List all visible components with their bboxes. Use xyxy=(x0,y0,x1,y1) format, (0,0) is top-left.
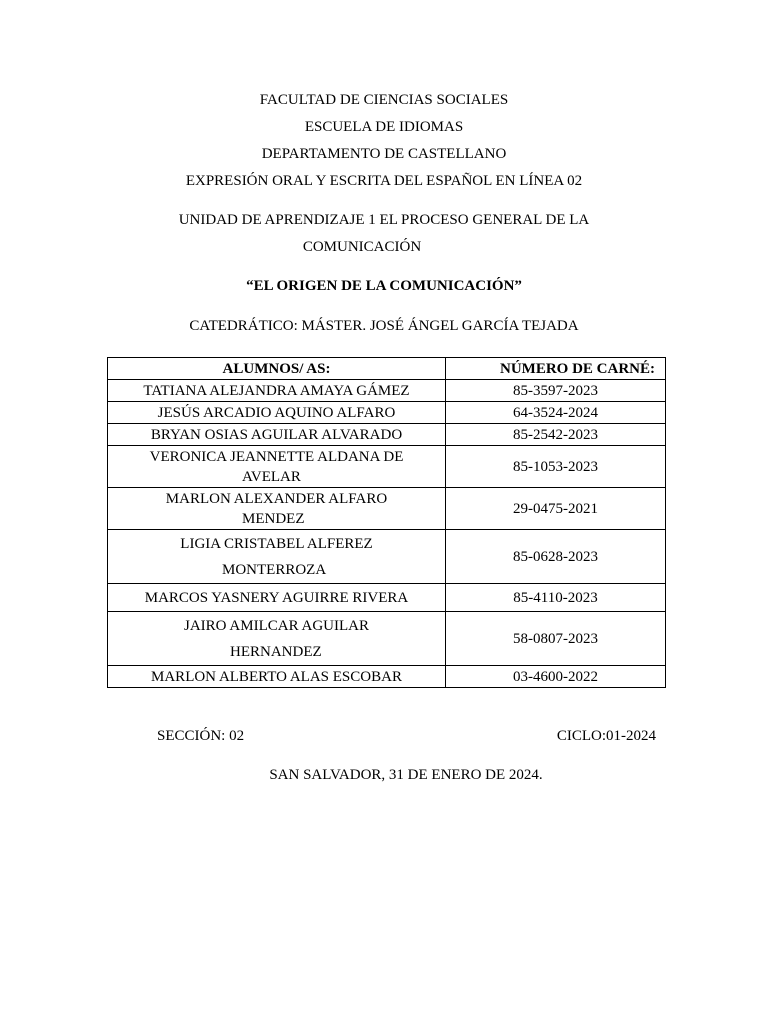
student-carne: 85-0628-2023 xyxy=(446,530,666,584)
course-heading: EXPRESIÓN ORAL Y ESCRITA DEL ESPAÑOL EN LÍNEA 02 xyxy=(185,173,583,189)
table-row xyxy=(108,612,666,666)
student-carne: 58-0807-2023 xyxy=(446,612,666,666)
cycle-label: CICLO:01-2024 xyxy=(556,728,656,744)
student-name-continuation: MENDEZ xyxy=(242,510,305,527)
section-label: SECCIÓN: 02 xyxy=(157,728,245,744)
school-heading: ESCUELA DE IDIOMAS xyxy=(304,119,464,135)
student-name xyxy=(108,402,446,424)
professor-line: CATEDRÁTICO: MÁSTER. JOSÉ ÁNGEL GARCÍA TEJADA xyxy=(189,318,579,334)
student-name-text: MARLON ALEXANDER ALFARO xyxy=(165,490,388,507)
student-name xyxy=(108,380,446,402)
table-row xyxy=(108,402,666,424)
student-name-text: JESÚS ARCADIO AQUINO ALFARO xyxy=(157,404,396,421)
student-carne: 64-3524-2024 xyxy=(446,402,666,424)
faculty-heading: FACULTAD DE CIENCIAS SOCIALES xyxy=(259,92,509,108)
place-date-line: SAN SALVADOR, 31 DE ENERO DE 2024. xyxy=(269,767,543,783)
student-name-continuation: MONTERROZA xyxy=(222,561,327,578)
students-table xyxy=(107,357,666,688)
student-carne: 85-2542-2023 xyxy=(446,424,666,446)
student-carne: 03-4600-2022 xyxy=(446,666,666,688)
student-name xyxy=(108,446,446,488)
student-carne: 85-1053-2023 xyxy=(446,446,666,488)
student-name xyxy=(108,424,446,446)
document-title: “EL ORIGEN DE LA COMUNICACIÓN” xyxy=(246,278,522,294)
student-name xyxy=(108,612,446,666)
department-heading: DEPARTAMENTO DE CASTELLANO xyxy=(261,146,507,162)
table-header-row xyxy=(108,358,666,380)
table-row xyxy=(108,530,666,584)
student-name-continuation: AVELAR xyxy=(242,468,301,485)
table-row xyxy=(108,424,666,446)
unit-line-1: UNIDAD DE APRENDIZAJE 1 EL PROCESO GENERAL DE LA xyxy=(178,212,590,228)
student-name xyxy=(108,666,446,688)
unit-line-2: COMUNICACIÓN xyxy=(302,239,422,255)
student-name xyxy=(108,584,446,612)
table-row xyxy=(108,446,666,488)
table-row xyxy=(108,380,666,402)
student-name-text: MARLON ALBERTO ALAS ESCOBAR xyxy=(151,668,402,685)
student-carne: 29-0475-2021 xyxy=(446,488,666,530)
table-row xyxy=(108,666,666,688)
carne-column-header: NÚMERO DE CARNÉ: xyxy=(446,358,666,380)
student-name-text: LIGIA CRISTABEL ALFEREZ xyxy=(180,535,373,552)
table-row xyxy=(108,584,666,612)
student-carne: 85-4110-2023 xyxy=(446,584,666,612)
student-name-text: VERONICA JEANNETTE ALDANA DE xyxy=(149,448,404,465)
student-name xyxy=(108,488,446,530)
student-name-text: JAIRO AMILCAR AGUILAR xyxy=(183,617,369,634)
student-name-text: BRYAN OSIAS AGUILAR ALVARADO xyxy=(150,426,403,443)
student-name-text: MARCOS YASNERY AGUIRRE RIVERA xyxy=(144,589,409,606)
student-name-text: TATIANA ALEJANDRA AMAYA GÁMEZ xyxy=(143,382,410,399)
students-column-header: ALUMNOS/ AS: xyxy=(108,358,446,380)
student-name-continuation: HERNANDEZ xyxy=(230,643,322,660)
student-name xyxy=(108,530,446,584)
table-row xyxy=(108,488,666,530)
student-carne: 85-3597-2023 xyxy=(446,380,666,402)
